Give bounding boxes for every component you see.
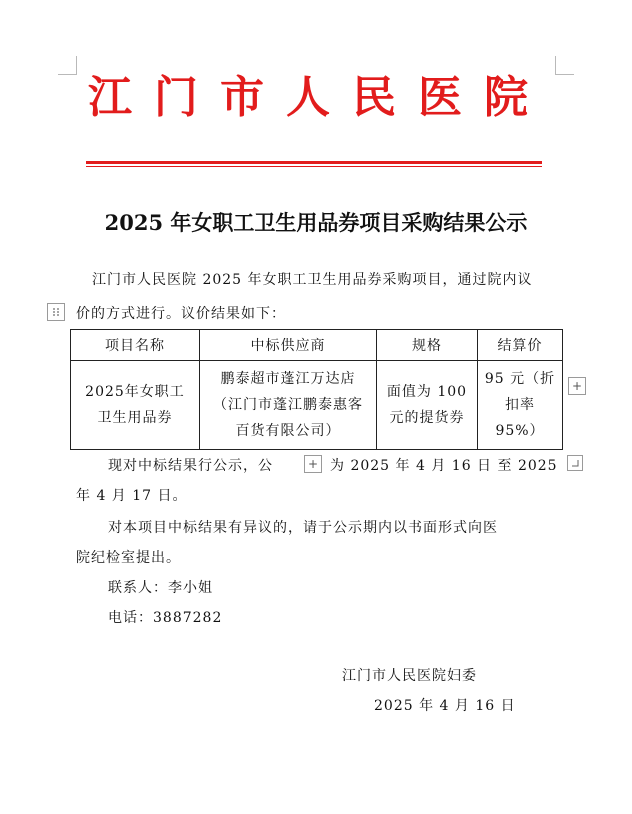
table-header-row [71, 330, 563, 361]
red-divider-thick [86, 161, 542, 164]
notice-line-1a: 现对中标结果行公示，公 [108, 458, 273, 474]
objection-line-2: 院纪检室提出。 [76, 550, 181, 566]
add-column-button[interactable] [568, 377, 586, 395]
cell-price[interactable] [478, 361, 563, 450]
header-supplier: 中标供应商 [200, 330, 377, 361]
contact-phone: 电话：3887282 [108, 610, 223, 626]
org-title: 江门市人民医院 [88, 72, 550, 123]
signature-date: 2025 年 4 月 16 日 [374, 698, 516, 714]
cell-supplier-text: 鹏泰超市蓬江万达店（江门市蓬江鹏泰惠客百货有限公司） [213, 371, 363, 439]
table-row [71, 361, 563, 450]
header-spec: 规格 [377, 330, 478, 361]
table-resize-handle[interactable] [567, 455, 583, 471]
notice-line-1b: 为 2025 年 4 月 16 日 至 2025 [330, 458, 558, 474]
plus-icon: + [307, 457, 319, 471]
intro-line-1: 江门市人民医院 2025 年女职工卫生用品券采购项目，通过院内议 [92, 272, 533, 288]
objection-line-1: 对本项目中标结果有异议的，请于公示期内以书面形式向医 [108, 520, 498, 536]
cell-spec-text: 面值为 100 元的提货券 [386, 384, 468, 426]
intro-line-2: 价的方式进行。议价结果如下： [76, 306, 286, 322]
result-table [70, 329, 563, 450]
cell-supplier[interactable] [200, 361, 377, 450]
cell-project-name[interactable] [71, 361, 200, 450]
resize-corner-icon [570, 458, 580, 468]
cell-project-name-text: 2025年女职工卫生用品券 [85, 384, 185, 426]
header-project-name: 项目名称 [71, 330, 200, 361]
notice-line-2: 年 4 月 17 日。 [76, 488, 188, 504]
document-title: 2025 年女职工卫生用品券项目采购结果公示 [104, 210, 528, 235]
cell-spec[interactable] [377, 361, 478, 450]
add-row-button[interactable] [304, 455, 322, 473]
header-price: 结算价 [478, 330, 563, 361]
signature-org: 江门市人民医院妇委 [342, 668, 477, 684]
red-divider-thin [86, 166, 542, 167]
plus-icon: + [571, 379, 583, 393]
cell-price-text: 95 元（折扣率 95%） [484, 371, 556, 439]
move-handle-icon [51, 307, 61, 317]
table-move-handle[interactable] [47, 303, 65, 321]
contact-person: 联系人：李小姐 [108, 580, 213, 596]
